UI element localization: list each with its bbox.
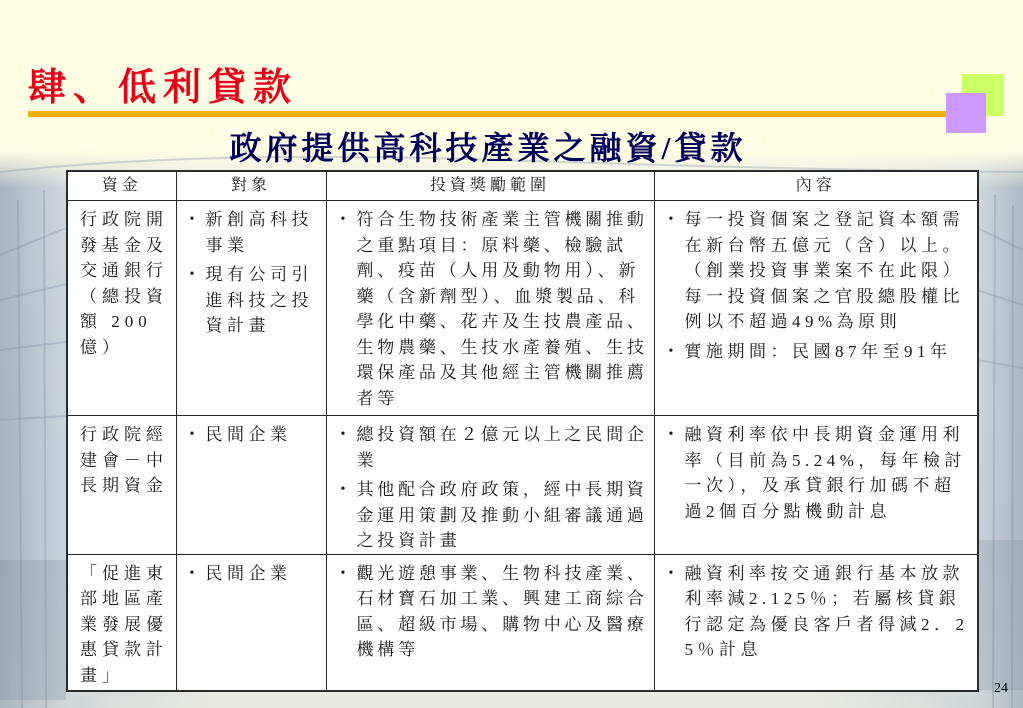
cell-fund: 「促進東部地區產業發展優惠貸款計畫」 [67, 554, 176, 691]
slide-subtitle: 政府提供高科技產業之融資/貸款 [229, 130, 747, 166]
cell-scope [326, 554, 654, 691]
table-row [67, 201, 978, 416]
loan-table [66, 170, 979, 692]
bullet-item: • 其他配合政府政策，經中長期資金運用策劃及推動小組審議通過之投資計畫 [341, 477, 651, 554]
decor-square-purple [946, 93, 986, 133]
table-header-row [67, 171, 978, 201]
title-underline [28, 111, 953, 117]
bullet-item: • 實施期間：民國87年至91年 [669, 339, 975, 365]
cell-target [176, 201, 326, 416]
bullet-item: • 新創高科技事業 [190, 207, 323, 258]
header-target: 對象 [176, 171, 326, 201]
cell-target [176, 554, 326, 691]
cell-target [176, 416, 326, 555]
cell-scope [326, 201, 654, 416]
cell-fund: 行政院經建會－中長期資金 [67, 416, 176, 555]
bullet-item: • 民間企業 [190, 422, 323, 448]
bullet-item: • 符合生物技術產業主管機關推動之重點項目：原料藥、檢驗試劑、疫苗（人用及動物用）、新藥（含新劑型）、血漿製品、科學化中藥、花卉及生技農產品、生物農藥、生技水產養殖、生技環保產品及其他經主管機關推薦者等 [341, 207, 651, 411]
table-row [67, 416, 978, 555]
bullet-item: • 融資利率按交通銀行基本放款利率減2.125％；若屬核貸銀行認定為優良客戶者得減2．25％計息 [669, 561, 975, 663]
slide-title: 肆、低利貸款 [28, 67, 299, 109]
cell-fund: 行政院開發基金及交通銀行（總投資額 200 億） [67, 201, 176, 416]
bullet-item: • 總投資額在２億元以上之民間企業 [341, 422, 651, 473]
bullet-item: • 民間企業 [190, 561, 323, 587]
table-row [67, 554, 978, 691]
page-number: 24 [994, 681, 1008, 696]
cell-scope [326, 416, 654, 555]
cell-content [654, 416, 978, 555]
cell-content [654, 201, 978, 416]
header-scope: 投資獎勵範圍 [326, 171, 654, 201]
header-fund: 資金 [67, 171, 176, 201]
bullet-item: • 融資利率依中長期資金運用利率（目前為5.24%，每年檢討一次），及承貸銀行加碼不超過2個百分點機動計息 [669, 422, 975, 524]
bullet-item: • 現有公司引進科技之投資計畫 [190, 262, 323, 339]
bullet-item: • 每一投資個案之登記資本額需在新台幣五億元（含）以上。（創業投資事業案不在此限）每一投資個案之官股總股權比例以不超過49%為原則 [669, 207, 975, 335]
bullet-item: • 觀光遊憩事業、生物科技產業、石材寶石加工業、興建工商綜合區、超級市場、購物中心及醫療機構等 [341, 561, 651, 663]
cell-content [654, 554, 978, 691]
header-content: 內容 [654, 171, 978, 201]
